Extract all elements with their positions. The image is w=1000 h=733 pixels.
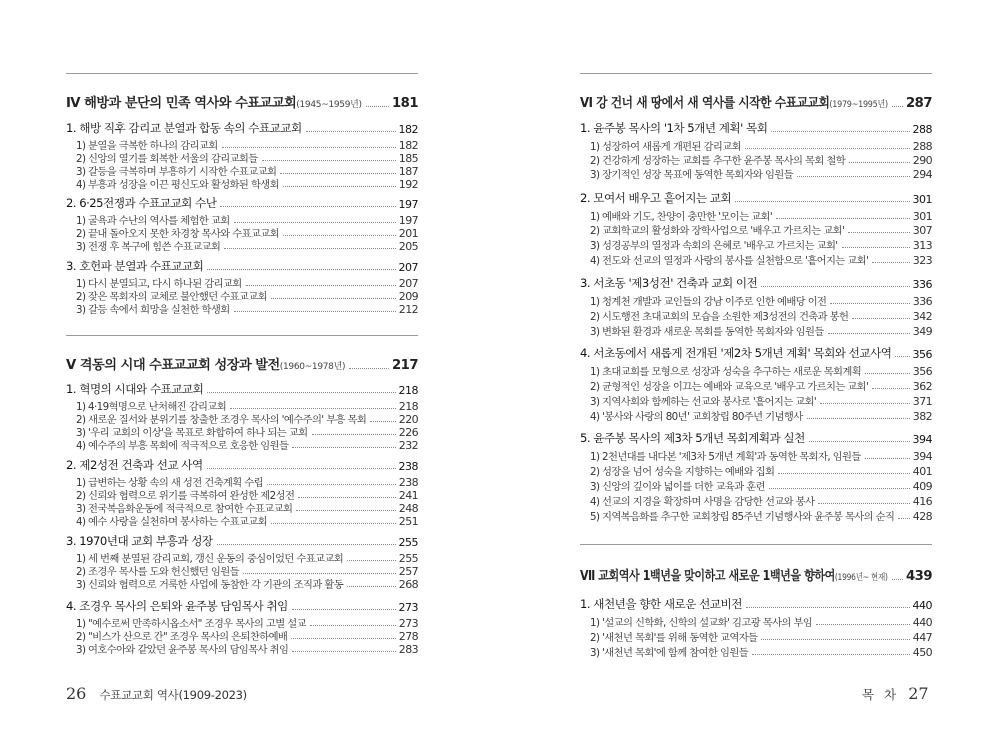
page-ref: 257 bbox=[398, 565, 418, 578]
entry-title: 3) 갈등 속에서 희망을 실천한 학생회 bbox=[76, 304, 230, 316]
part-heading[interactable] bbox=[580, 92, 932, 111]
dot-leader bbox=[872, 262, 910, 263]
subsection-entry[interactable] bbox=[590, 138, 932, 153]
page-ref: 428 bbox=[912, 510, 932, 523]
dot-leader bbox=[761, 286, 909, 287]
section-entry[interactable] bbox=[580, 596, 932, 612]
entry-title: 4) 부흥과 성장을 이끈 평신도와 활성화된 학생회 bbox=[76, 179, 279, 191]
entry-title: 3) 갈등을 극복하며 부흥하기 시작한 수표교교회 bbox=[76, 166, 277, 178]
page-ref: 218 bbox=[398, 400, 418, 413]
dot-leader bbox=[298, 497, 396, 498]
page-ref: 416 bbox=[912, 495, 932, 508]
dot-leader bbox=[347, 586, 396, 587]
entry-title: 4) '봉사와 사랑의 80년' 교회창립 80주년 기념행사 bbox=[590, 411, 803, 423]
running-caption: 목 차 bbox=[862, 687, 900, 702]
dot-leader bbox=[842, 247, 910, 248]
page-ref: 248 bbox=[398, 502, 418, 515]
page-ref: 185 bbox=[398, 152, 418, 165]
section-entry[interactable] bbox=[66, 381, 418, 397]
dot-leader bbox=[849, 162, 910, 163]
section-entry[interactable] bbox=[580, 275, 932, 291]
dot-leader bbox=[217, 544, 396, 545]
page-ref: 342 bbox=[912, 310, 932, 323]
dot-leader bbox=[761, 639, 909, 640]
dot-leader bbox=[865, 373, 910, 374]
entry-title: 3. 서초동 '제3성전' 건축과 교회 이전 bbox=[580, 276, 758, 290]
entry-title: 2) 성장을 넘어 성숙을 지향하는 예배와 집회 bbox=[590, 466, 775, 478]
entry-title: 3) 신뢰와 협력으로 거룩한 사업에 동참한 각 기관의 조직과 활동 bbox=[76, 579, 344, 591]
page-number: 26 bbox=[66, 684, 87, 703]
entry-title: 3) 변화된 환경과 새로운 목회를 동역한 목회자와 임원들 bbox=[590, 326, 824, 338]
page-ref: 323 bbox=[912, 254, 932, 267]
part-title: Ⅵ 강 건너 새 땅에서 새 역사를 시작한 수표교교회(1979~1995년) bbox=[580, 96, 888, 111]
entry-title: 3) 신앙의 깊이와 넓이를 더한 교육과 훈련 bbox=[590, 481, 765, 493]
page-ref: 409 bbox=[912, 480, 932, 493]
page-ref: 232 bbox=[398, 439, 418, 452]
page-ref: 220 bbox=[398, 413, 418, 426]
dot-leader bbox=[769, 488, 910, 489]
page-ref: 290 bbox=[912, 154, 932, 167]
page-ref: 251 bbox=[398, 515, 418, 528]
entry-title: 2. 6·25전쟁과 수표교교회 수난 bbox=[66, 196, 217, 210]
entry-title: 2) 끝내 돌아오지 못한 차경창 목사와 수표교교회 bbox=[76, 228, 279, 240]
part-divider bbox=[66, 73, 418, 74]
dot-leader bbox=[848, 232, 910, 233]
entry-title: 1) 초대교회를 모형으로 성장과 성숙을 추구하는 새로운 목회계획 bbox=[590, 366, 862, 378]
entry-title: 2) 조경우 목사를 도와 헌신했던 임원들 bbox=[76, 566, 239, 578]
left-footer bbox=[66, 684, 247, 703]
dot-leader bbox=[306, 131, 396, 132]
entry-title: 2) 잦은 목회자의 교체로 불안했던 수표교교회 bbox=[76, 291, 267, 303]
dot-leader bbox=[820, 403, 910, 404]
entry-title: 3) 여호수아와 같았던 윤주봉 목사의 담임목사 취임 bbox=[76, 644, 289, 656]
page-ref: 187 bbox=[398, 165, 418, 178]
entry-title: 2) 교회학교의 활성화와 장학사업으로 '배우고 가르치는 교회' bbox=[590, 225, 845, 237]
subsection-entry[interactable] bbox=[590, 463, 932, 478]
dot-leader bbox=[207, 392, 395, 393]
subsection-entry[interactable] bbox=[590, 629, 932, 644]
page-ref: 201 bbox=[398, 227, 418, 240]
page-ref: 207 bbox=[398, 261, 418, 274]
dot-leader bbox=[349, 368, 389, 369]
dot-leader bbox=[230, 408, 396, 409]
dot-leader bbox=[852, 318, 909, 319]
part-title: Ⅳ 해방과 분단의 민족 역사와 수표교교회(1945~1959년) bbox=[66, 96, 362, 111]
dot-leader bbox=[207, 468, 396, 469]
part-title: Ⅴ 격동의 시대 수표교교회 성장과 발전(1960~1978년) bbox=[66, 358, 346, 373]
dot-leader bbox=[830, 303, 909, 304]
entry-title: 2) 균형적인 성장을 이끄는 예배와 교육으로 '배우고 가르치는 교회' bbox=[590, 381, 869, 393]
dot-leader bbox=[745, 148, 910, 149]
subsection-entry[interactable] bbox=[590, 508, 932, 523]
page-ref: 255 bbox=[398, 536, 418, 549]
subsection-entry[interactable] bbox=[76, 176, 418, 191]
subsection-entry[interactable] bbox=[76, 513, 418, 528]
dot-leader bbox=[776, 218, 910, 219]
subsection-entry[interactable] bbox=[590, 237, 932, 252]
entry-title: 4) 전도와 선교의 열정과 사랑의 봉사를 실천함으로 '흩어지는 교회' bbox=[590, 255, 869, 267]
page-ref: 294 bbox=[912, 168, 932, 181]
dot-leader bbox=[280, 173, 395, 174]
subsection-entry[interactable] bbox=[590, 308, 932, 323]
entry-title: 1) 예배와 기도, 찬양이 충만한 '모이는 교회' bbox=[590, 211, 773, 223]
dot-leader bbox=[222, 147, 396, 148]
dot-leader bbox=[892, 579, 903, 580]
entry-title: 1) 다시 분열되고, 다시 하나된 감리교회 bbox=[76, 278, 242, 290]
page-ref: 447 bbox=[912, 631, 932, 644]
page-ref: 217 bbox=[391, 358, 418, 373]
subsection-entry[interactable] bbox=[590, 614, 932, 629]
entry-title: 5) 지역복음화를 추구한 교회창립 85주년 기념행사와 윤주봉 목사의 순직 bbox=[590, 511, 895, 523]
entry-title: 2. 제2성전 건축과 선교 사역 bbox=[66, 458, 203, 472]
page-ref: 273 bbox=[398, 617, 418, 630]
dot-leader bbox=[310, 625, 396, 626]
subsection-entry[interactable] bbox=[590, 293, 932, 308]
page-ref: 301 bbox=[912, 193, 932, 206]
page-ref: 182 bbox=[398, 123, 418, 136]
subsection-entry[interactable] bbox=[590, 252, 932, 267]
entry-title: 1. 혁명의 시대와 수표교교회 bbox=[66, 382, 204, 396]
dot-leader bbox=[262, 160, 396, 161]
subsection-entry[interactable] bbox=[76, 437, 418, 452]
page-ref: 313 bbox=[912, 239, 932, 252]
page-ref: 450 bbox=[912, 646, 932, 659]
dot-leader bbox=[347, 560, 396, 561]
dot-leader bbox=[366, 106, 389, 107]
page-ref: 255 bbox=[398, 552, 418, 565]
entry-title: 4) 예수주의 부흥 목회에 적극적으로 호응한 임원들 bbox=[76, 440, 289, 452]
page-ref: 401 bbox=[912, 465, 932, 478]
entry-title: 2) "비스가 산으로 간" 조경우 목사의 은퇴찬하예배 bbox=[76, 631, 288, 643]
part-title: Ⅶ 교회역사 1백년을 맞이하고 새로운 1백년을 향하여(1996년~ 현재) bbox=[580, 569, 888, 584]
subsection-entry[interactable] bbox=[590, 393, 932, 408]
subsection-entry[interactable] bbox=[590, 448, 932, 463]
section-entry[interactable] bbox=[66, 533, 418, 549]
dot-leader bbox=[898, 518, 909, 519]
dot-leader bbox=[283, 235, 396, 236]
page-ref: 336 bbox=[912, 295, 932, 308]
dot-leader bbox=[816, 624, 910, 625]
page-ref: 301 bbox=[912, 210, 932, 223]
dot-leader bbox=[292, 609, 396, 610]
dot-leader bbox=[865, 458, 910, 459]
dot-leader bbox=[220, 206, 395, 207]
subsection-entry[interactable] bbox=[590, 152, 932, 167]
page-ref: 349 bbox=[912, 325, 932, 338]
section-entry[interactable] bbox=[580, 430, 932, 446]
dot-leader bbox=[370, 421, 396, 422]
entry-title: 2. 모여서 배우고 흩어지는 교회 bbox=[580, 191, 732, 205]
entry-title: 1) 4·19혁명으로 난처해진 감리교회 bbox=[76, 401, 227, 413]
entry-title: 4. 서초동에서 새롭게 전개된 '제2차 5개년 계획' 목회와 선교사역 bbox=[580, 346, 892, 360]
entry-title: 2) 신앙의 열기를 회복한 서울의 감리교회들 bbox=[76, 153, 258, 165]
page-ref: 207 bbox=[398, 277, 418, 290]
dot-leader bbox=[807, 418, 910, 419]
entry-title: 2) 새로운 질서와 분위기를 창출한 조경우 목사의 '예수주의' 부흥 목회 bbox=[76, 414, 367, 426]
entry-title: 3) '우리 교회의 이상'을 목표로 화합하여 하나 되는 교회 bbox=[76, 427, 308, 439]
dot-leader bbox=[267, 484, 396, 485]
page-ref: 394 bbox=[912, 433, 932, 446]
right-footer bbox=[862, 684, 929, 703]
page-ref: 382 bbox=[912, 410, 932, 423]
page-ref: 288 bbox=[912, 123, 932, 136]
part-heading[interactable] bbox=[580, 565, 932, 584]
entry-title: 1) 성장하여 새롭게 개편된 감리교회 bbox=[590, 141, 741, 153]
page-ref: 238 bbox=[398, 460, 418, 473]
part-heading[interactable] bbox=[66, 354, 418, 373]
dot-leader bbox=[872, 388, 910, 389]
section-entry[interactable] bbox=[66, 195, 418, 211]
page-ref: 440 bbox=[912, 599, 932, 612]
subsection-entry[interactable] bbox=[590, 323, 932, 338]
entry-title: 1) 2천년대를 내다본 '제3차 5개년 계획'과 동역한 목회자, 임원들 bbox=[590, 451, 861, 463]
entry-title: 3) 지역사회와 함께하는 선교와 봉사로 '흩어지는 교회' bbox=[590, 396, 817, 408]
dot-leader bbox=[797, 176, 910, 177]
section-entry[interactable] bbox=[580, 345, 932, 361]
dot-leader bbox=[895, 356, 909, 357]
entry-title: 1. 윤주봉 목사의 '1차 5개년 계획' 목회 bbox=[580, 121, 768, 135]
entry-title: 5. 윤주봉 목사의 제3차 5개년 목회계획과 실천 bbox=[580, 431, 805, 445]
dot-leader bbox=[892, 106, 903, 107]
entry-title: 4. 조경우 목사의 은퇴와 윤주봉 담임목사 취임 bbox=[66, 599, 288, 613]
dot-leader bbox=[292, 651, 395, 652]
subsection-entry[interactable] bbox=[590, 493, 932, 508]
entry-title: 1. 새천년을 향한 새로운 선교비전 bbox=[580, 597, 742, 611]
page-ref: 278 bbox=[398, 630, 418, 643]
entry-title: 2) 시도행전 초대교회의 모습을 소원한 제3성전의 건축과 봉헌 bbox=[590, 311, 849, 323]
page-ref: 362 bbox=[912, 380, 932, 393]
dot-leader bbox=[271, 298, 396, 299]
dot-leader bbox=[809, 441, 910, 442]
subsection-entry[interactable] bbox=[590, 363, 932, 378]
page-ref: 226 bbox=[398, 426, 418, 439]
entry-title: 1) "예수로써 만족하시옵소서" 조경우 목사의 고별 설교 bbox=[76, 618, 306, 630]
dot-leader bbox=[234, 222, 396, 223]
entry-title: 3. 1970년대 교회 부흥과 성장 bbox=[66, 534, 213, 548]
part-divider bbox=[580, 544, 932, 545]
subsection-entry[interactable] bbox=[590, 644, 932, 659]
entry-title: 1) 청계천 개발과 교인들의 강남 이주로 인한 예배당 이전 bbox=[590, 296, 827, 308]
entry-title: 3) 성경공부의 열정과 속회의 은혜로 '배우고 가르치는 교회' bbox=[590, 240, 838, 252]
subsection-entry[interactable] bbox=[590, 408, 932, 423]
page-ref: 356 bbox=[912, 348, 932, 361]
page-ref: 394 bbox=[912, 450, 932, 463]
entry-title: 2) 신뢰와 협력으로 위기를 극복하여 완성한 제2성전 bbox=[76, 490, 295, 502]
entry-title: 2) 건강하게 성장하는 교회를 추구한 윤주봉 목사의 목회 철학 bbox=[590, 155, 846, 167]
entry-title: 3) 장기적인 성장 목표에 동역한 목회자와 임원들 bbox=[590, 169, 793, 181]
entry-title: 1) 세 번째 분열된 감리교회, 갱신 운동의 중심이었던 수표교교회 bbox=[76, 553, 344, 565]
entry-title: 4) 예수 사랑을 실천하며 봉사하는 수표교교회 bbox=[76, 516, 267, 528]
entry-title: 1. 해방 직후 감리교 분열과 합동 속의 수표교교회 bbox=[66, 121, 302, 135]
entry-title: 3. 호헌파 분열과 수표교교회 bbox=[66, 259, 204, 273]
subsection-entry[interactable] bbox=[76, 576, 418, 591]
page-ref: 336 bbox=[912, 278, 932, 291]
dot-leader bbox=[292, 447, 395, 448]
page-ref: 288 bbox=[912, 140, 932, 153]
subsection-entry[interactable] bbox=[76, 301, 418, 316]
part-divider bbox=[580, 73, 932, 74]
page-ref: 182 bbox=[398, 139, 418, 152]
section-entry[interactable] bbox=[66, 120, 418, 136]
section-entry[interactable] bbox=[66, 457, 418, 473]
dot-leader bbox=[246, 285, 396, 286]
dot-leader bbox=[283, 186, 396, 187]
subsection-entry[interactable] bbox=[590, 378, 932, 393]
dot-leader bbox=[224, 248, 396, 249]
page-ref: 238 bbox=[398, 476, 418, 489]
dot-leader bbox=[752, 654, 910, 655]
dot-leader bbox=[296, 510, 395, 511]
page-ref: 287 bbox=[905, 96, 932, 111]
right-page bbox=[500, 0, 1000, 733]
page-ref: 371 bbox=[912, 395, 932, 408]
entry-title: 3) '새천년 목회'에 함께 참여한 임원들 bbox=[590, 647, 749, 659]
page-ref: 197 bbox=[398, 214, 418, 227]
page-ref: 439 bbox=[905, 569, 932, 584]
page-ref: 205 bbox=[398, 240, 418, 253]
dot-leader bbox=[735, 201, 909, 202]
section-entry[interactable] bbox=[580, 120, 932, 136]
subsection-entry[interactable] bbox=[590, 208, 932, 223]
subsection-entry[interactable] bbox=[590, 166, 932, 181]
part-divider bbox=[66, 335, 418, 336]
entry-title: 1) '설교의 신학화, 신학의 설교화' 김고광 목사의 부임 bbox=[590, 617, 813, 629]
page-number: 27 bbox=[908, 684, 929, 703]
entry-title: 3) 전국복음화운동에 적극적으로 참여한 수표교교회 bbox=[76, 503, 293, 515]
entry-title: 1) 급변하는 상황 속의 새 성전 건축계획 수립 bbox=[76, 477, 263, 489]
dot-leader bbox=[207, 269, 395, 270]
dot-leader bbox=[778, 473, 909, 474]
subsection-entry[interactable] bbox=[76, 238, 418, 253]
page-ref: 218 bbox=[398, 384, 418, 397]
page-ref: 192 bbox=[398, 178, 418, 191]
entry-title: 3) 전쟁 후 복구에 힘쓴 수표교교회 bbox=[76, 241, 221, 253]
page-ref: 283 bbox=[398, 643, 418, 656]
page-ref: 197 bbox=[398, 198, 418, 211]
part-heading[interactable] bbox=[66, 92, 418, 111]
subsection-entry[interactable] bbox=[590, 478, 932, 493]
page-ref: 241 bbox=[398, 489, 418, 502]
page-ref: 212 bbox=[398, 303, 418, 316]
dot-leader bbox=[312, 434, 396, 435]
section-entry[interactable] bbox=[66, 598, 418, 614]
dot-leader bbox=[271, 523, 396, 524]
dot-leader bbox=[746, 607, 910, 608]
running-title: 수표교교회 역사(1909-2023) bbox=[99, 688, 247, 702]
page-ref: 440 bbox=[912, 616, 932, 629]
entry-title: 1) 굴욕과 수난의 역사를 체험한 교회 bbox=[76, 215, 230, 227]
entry-title: 1) 분열을 극복한 하나의 감리교회 bbox=[76, 140, 218, 152]
section-entry[interactable] bbox=[66, 258, 418, 274]
dot-leader bbox=[243, 573, 396, 574]
dot-leader bbox=[234, 311, 396, 312]
dot-leader bbox=[828, 333, 910, 334]
section-entry[interactable] bbox=[580, 190, 932, 206]
subsection-entry[interactable] bbox=[590, 222, 932, 237]
entry-title: 4) 선교의 지경을 확장하며 사명을 감당한 선교와 봉사 bbox=[590, 496, 815, 508]
subsection-entry[interactable] bbox=[76, 641, 418, 656]
page-ref: 209 bbox=[398, 290, 418, 303]
dot-leader bbox=[818, 503, 909, 504]
page-ref: 356 bbox=[912, 365, 932, 378]
page-ref: 181 bbox=[391, 96, 418, 111]
dot-leader bbox=[771, 131, 909, 132]
page-ref: 268 bbox=[398, 578, 418, 591]
entry-title: 2) '새천년 목회'를 위해 동역한 교역자들 bbox=[590, 632, 758, 644]
page-ref: 307 bbox=[912, 224, 932, 237]
dot-leader bbox=[291, 638, 396, 639]
page-ref: 273 bbox=[398, 601, 418, 614]
